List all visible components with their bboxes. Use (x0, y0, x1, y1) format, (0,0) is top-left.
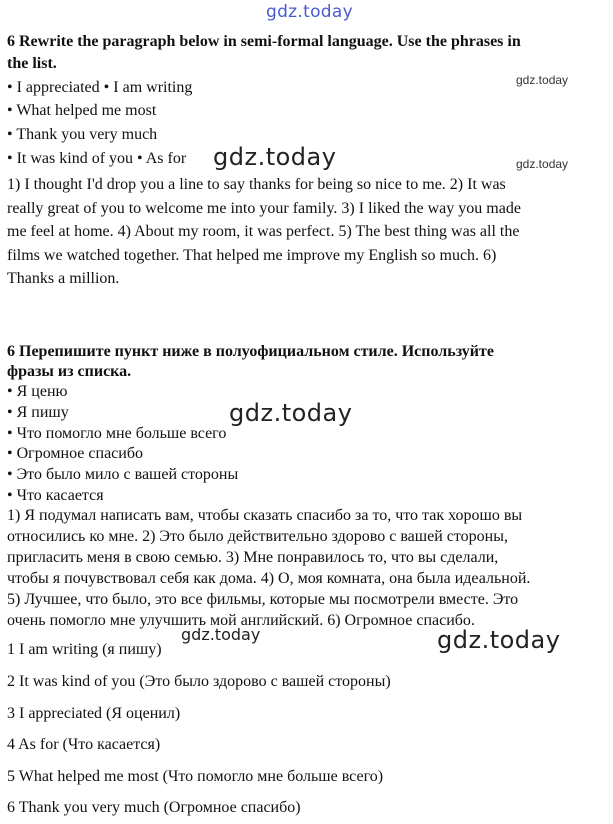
watermark-tag: gdz.today (516, 157, 569, 171)
answer-item: 3 I appreciated (Я оценил) (7, 705, 181, 722)
paragraph-line: очень помогло мне улучшить мой английский. 6) Огромное спасибо. (7, 612, 475, 629)
answer-item: 1 I am writing (я пишу) (7, 641, 162, 658)
answer-item: 4 As for (Что касается) (7, 736, 161, 753)
answer-item: 2 It was kind of you (Это было здорово с вашей стороны) (7, 673, 391, 690)
watermark-top: gdz.today (266, 2, 353, 22)
paragraph-line: относились ко мне. 2) Это было действительно здорово с вашей стороны, (7, 528, 508, 545)
phrase-list-item: • I appreciated • I am writing (7, 79, 193, 96)
paragraph-line: чтобы я почувствовал себя как дома. 4) О, моя комната, она была идеальной. (7, 570, 531, 587)
translated-paragraph (7, 505, 530, 631)
answer-item: 6 Thank you very much (Огромное спасибо) (7, 799, 301, 816)
original-paragraph (7, 173, 521, 291)
watermark-large: gdz.today (213, 143, 337, 171)
paragraph-line: 1) I thought I'd drop you a line to say thanks for being so nice to me. 2) It was (7, 176, 506, 193)
paragraph-line: пригласить меня в свою семью. 3) Мне понравилось то, что вы сделали, (7, 549, 499, 566)
paragraph-line: 1) Я подумал написать вам, чтобы сказать спасибо за то, что так хорошо вы (7, 507, 523, 524)
phrase-list (7, 382, 238, 507)
paragraph-line: films we watched together. That helped me improve my English so much. 6) (7, 246, 497, 264)
task-heading-cont: the list. (7, 55, 57, 72)
watermark-large: gdz.today (437, 626, 561, 654)
phrase-list-item: • Что помогло мне больше всего (7, 424, 227, 442)
paragraph-line: Thanks a million. (7, 270, 120, 287)
phrase-list-item: • Это было мило с вашей стороны (7, 466, 239, 484)
phrase-list-item: • It was kind of you • As for (7, 150, 187, 167)
phrase-list-item: • Я пишу (7, 403, 69, 421)
phrase-list-item: • Огромное спасибо (7, 445, 143, 463)
task-heading: 6 Rewrite the paragraph below in semi-formal language. Use the phrases in (7, 33, 521, 50)
paragraph-line: me feel at home. 4) About my room, it was perfect. 5) The best thing was all the (7, 223, 520, 240)
watermark-tag: gdz.today (516, 73, 569, 87)
watermark-large: gdz.today (229, 399, 353, 427)
phrase-list-item: • Я ценю (7, 383, 68, 400)
paragraph-line: 5) Лучшее, что было, это все фильмы, которые мы посмотрели вместе. Это (7, 591, 519, 608)
paragraph-line: really great of you to welcome me into your family. 3) I liked the way you made (7, 199, 521, 217)
task-heading: 6 Перепишите пункт ниже в полуофициальном стиле. Используйте (7, 343, 494, 360)
watermark-medium: gdz.today (181, 625, 261, 644)
phrase-list-item: • Что касается (7, 486, 104, 504)
phrase-list-item: • What helped me most (7, 102, 157, 119)
phrase-list-item: • Thank you very much (7, 126, 158, 143)
task-heading-cont: фразы из списка. (7, 363, 132, 380)
answer-item: 5 What helped me most (Что помогло мне больше всего) (7, 768, 384, 785)
